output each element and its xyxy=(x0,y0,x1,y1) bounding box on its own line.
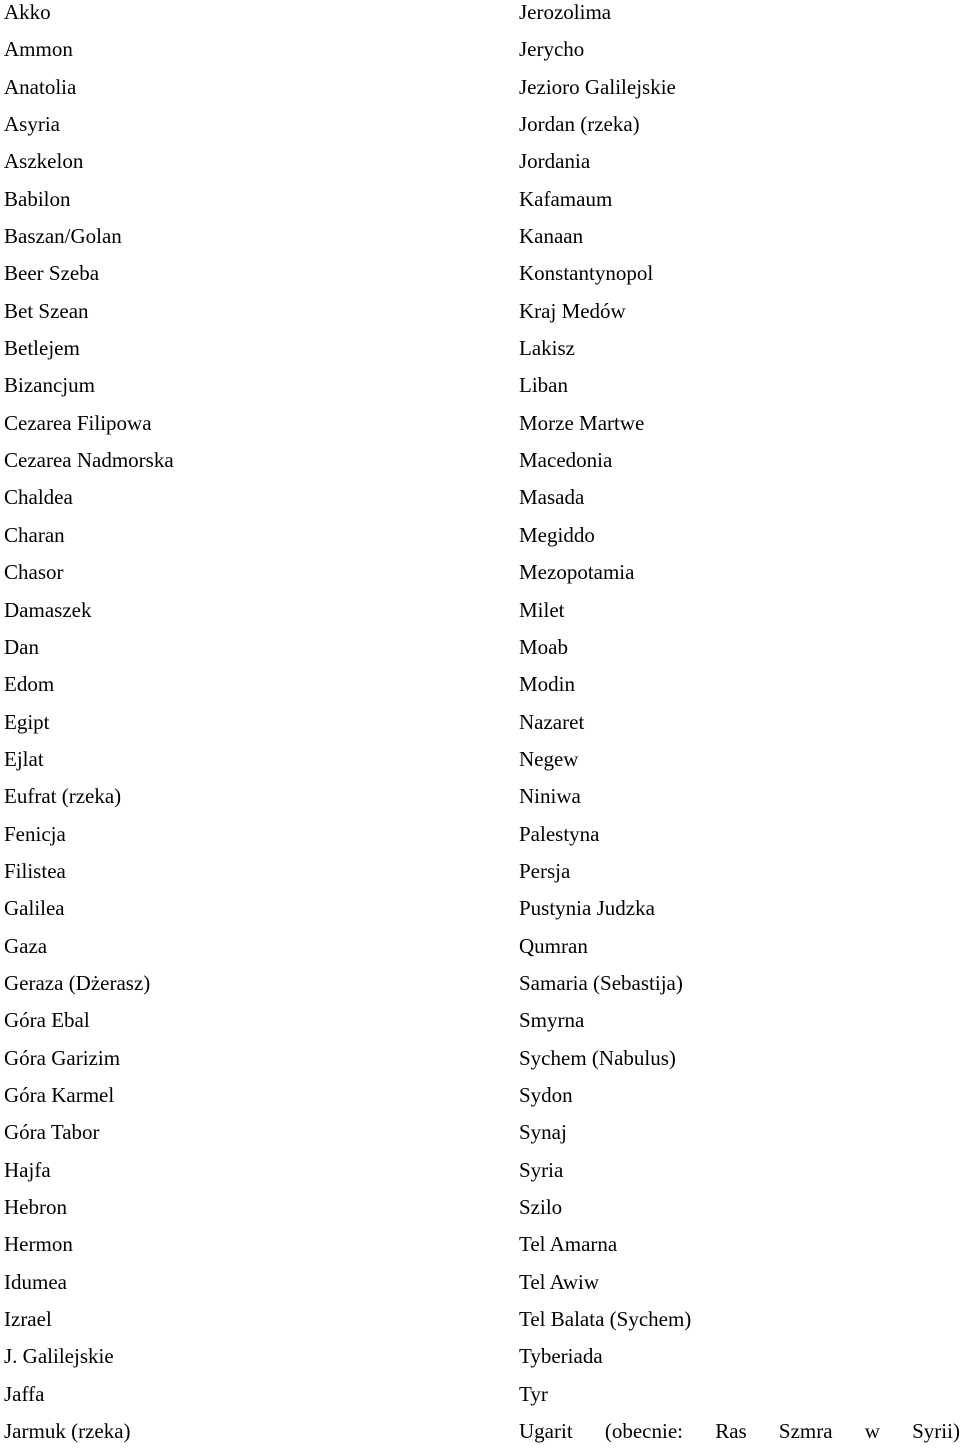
left-column-list xyxy=(4,0,504,1456)
place-name-entry: Jordan (rzeka) xyxy=(519,112,640,137)
place-name-entry: Jaffa xyxy=(4,1381,45,1406)
place-name-entry: Kraj Medów xyxy=(519,298,626,323)
place-name-entry: Modin xyxy=(519,672,576,697)
place-name-entry: Morze Martwe xyxy=(519,410,645,435)
place-name-entry: Cezarea Nadmorska xyxy=(4,448,174,473)
place-name-entry: Edom xyxy=(4,672,55,697)
place-name-entry: Betlejem xyxy=(4,336,80,361)
place-name-entry: J. Galilejskie xyxy=(4,1344,114,1369)
place-name-entry: Nazaret xyxy=(519,709,585,734)
entry-word: Ugarit xyxy=(519,1419,573,1444)
place-name-entry: Galilea xyxy=(4,896,65,921)
place-name-entry-justified xyxy=(519,1419,960,1456)
place-name-entry: Kafamaum xyxy=(519,186,613,211)
place-name-entry: Baszan/Golan xyxy=(4,224,122,249)
place-name-entry: Megiddo xyxy=(519,522,595,547)
place-name-entry: Tyr xyxy=(519,1381,548,1406)
place-name-entry: Szilo xyxy=(519,1195,563,1219)
place-name-entry: Moab xyxy=(519,634,568,659)
place-name-entry: Damaszek xyxy=(4,597,92,622)
place-name-entry: Jerycho xyxy=(519,37,585,62)
place-name-entry: Cezarea Filipowa xyxy=(4,410,152,435)
place-name-entry: Jezioro Galilejskie xyxy=(519,74,676,99)
place-name-entry: Jerozolima xyxy=(519,0,612,24)
place-name-entry: Filistea xyxy=(4,858,66,883)
place-name-entry: Góra Tabor xyxy=(4,1120,100,1145)
place-name-entry: Samaria (Sebastija) xyxy=(519,970,683,995)
place-name-entry: Bizancjum xyxy=(4,373,95,398)
place-name-entry: Tyberiada xyxy=(519,1344,603,1369)
place-name-entry: Sydon xyxy=(519,1082,573,1107)
place-name-entry: Jordania xyxy=(519,149,591,174)
place-name-entry: Syria xyxy=(519,1157,564,1182)
place-name-entry: Dan xyxy=(4,634,39,659)
right-column-list xyxy=(519,0,960,1456)
place-name-entry: Góra Karmel xyxy=(4,1082,115,1107)
place-name-entry: Fenicja xyxy=(4,821,66,846)
place-name-entry: Macedonia xyxy=(519,448,613,473)
entry-word: w xyxy=(864,1419,880,1444)
place-name-entry: Milet xyxy=(519,597,565,622)
place-name-entry: Lakisz xyxy=(519,336,575,361)
place-name-entry: Qumran xyxy=(519,933,588,958)
entry-word: Szmra xyxy=(778,1419,833,1444)
place-name-entry: Asyria xyxy=(4,112,60,137)
place-name-entry: Anatolia xyxy=(4,74,77,99)
place-name-entry: Egipt xyxy=(4,709,50,734)
place-name-entry: Ejlat xyxy=(4,746,44,771)
place-name-entry: Masada xyxy=(519,485,585,510)
place-name-entry: Beer Szeba xyxy=(4,261,100,286)
place-name-entry: Izrael xyxy=(4,1307,52,1332)
place-name-entry: Tel Awiw xyxy=(519,1269,600,1294)
place-name-entry: Tel Balata (Sychem) xyxy=(519,1307,692,1332)
entry-word: Syrii) xyxy=(912,1419,960,1444)
place-name-entry: Liban xyxy=(519,373,568,398)
entry-word: (obecnie: xyxy=(604,1419,683,1444)
place-name-entry: Gaza xyxy=(4,933,48,958)
place-name-entry: Sychem (Nabulus) xyxy=(519,1045,676,1070)
place-name-entry: Hebron xyxy=(4,1195,67,1219)
place-name-entry: Pustynia Judzka xyxy=(519,896,655,921)
place-name-entry: Góra Ebal xyxy=(4,1008,90,1033)
place-name-entry: Smyrna xyxy=(519,1008,585,1033)
place-name-entry: Babilon xyxy=(4,186,71,211)
place-name-entry: Hermon xyxy=(4,1232,73,1257)
place-name-entry: Negew xyxy=(519,746,579,771)
place-name-entry: Góra Garizim xyxy=(4,1045,121,1070)
place-name-entry: Chasor xyxy=(4,560,64,585)
place-name-entry: Persja xyxy=(519,858,571,883)
place-name-entry: Ammon xyxy=(4,37,73,62)
place-name-entry: Niniwa xyxy=(519,784,581,809)
place-name-entry: Mezopotamia xyxy=(519,560,635,585)
place-name-entry: Palestyna xyxy=(519,821,600,846)
place-name-entry: Bet Szean xyxy=(4,298,89,323)
place-name-entry: Eufrat (rzeka) xyxy=(4,784,122,809)
entry-word: Ras xyxy=(715,1419,747,1444)
place-name-entry: Hajfa xyxy=(4,1157,51,1182)
place-name-entry: Jarmuk (rzeka) xyxy=(4,1419,131,1444)
place-name-entry: Aszkelon xyxy=(4,149,84,174)
place-name-entry: Geraza (Dżerasz) xyxy=(4,970,151,995)
place-name-entry: Charan xyxy=(4,522,65,547)
place-name-entry: Kanaan xyxy=(519,224,584,249)
place-name-entry: Chaldea xyxy=(4,485,73,510)
place-name-entry: Idumea xyxy=(4,1269,67,1294)
place-name-entry: Akko xyxy=(4,0,51,24)
place-name-entry: Synaj xyxy=(519,1120,567,1145)
place-name-entry: Konstantynopol xyxy=(519,261,654,286)
place-name-entry: Tel Amarna xyxy=(519,1232,618,1257)
